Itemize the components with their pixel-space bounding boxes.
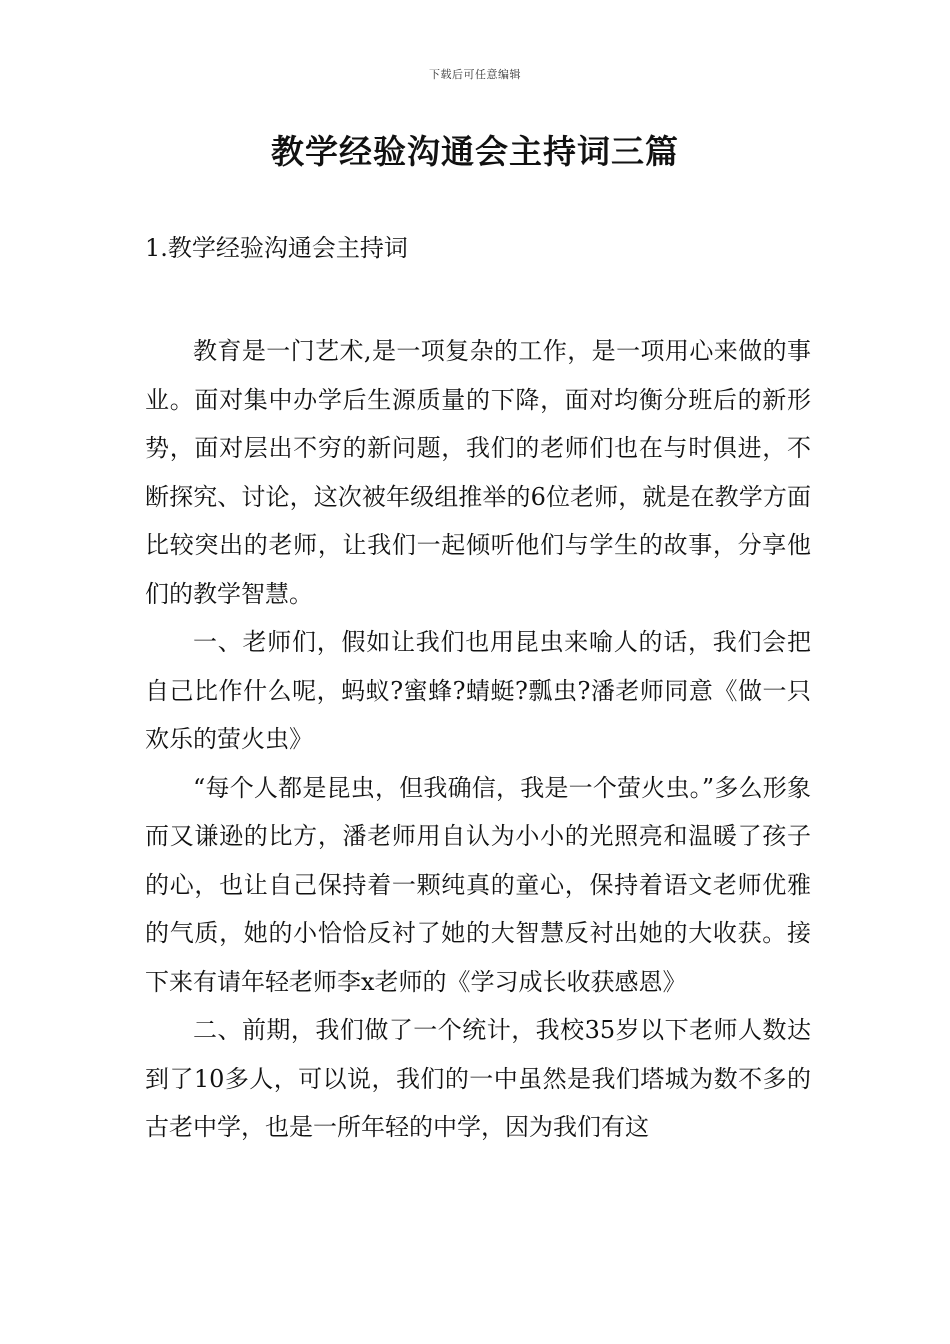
paragraph-part-two: 二、前期，我们做了一个统计，我校35岁以下老师人数达到了10多人，可以说，我们的一中虽然是我们塔城为数不多的古老中学，也是一所年轻的中学，因为我们有这 bbox=[145, 1016, 811, 1141]
document-body bbox=[145, 327, 811, 1152]
document-title: 教学经验沟通会主持词三篇 bbox=[271, 132, 679, 171]
section-heading: 1.教学经验沟通会主持词 bbox=[145, 234, 408, 262]
paragraph-part-one: 一、老师们，假如让我们也用昆虫来喻人的话，我们会把自己比作什么呢，蚂蚁?蜜蜂?蜻蜓?瓢虫?潘老师同意《做一只欢乐的萤火虫》 bbox=[145, 628, 811, 753]
page-header-note: 下载后可任意编辑 bbox=[429, 68, 521, 81]
paragraph-intro: 教育是一门艺术,是一项复杂的工作，是一项用心来做的事业。面对集中办学后生源质量的下降，面对均衡分班后的新形势，面对层出不穷的新问题，我们的老师们也在与时俱进，不断探究、讨论，这次被年级组推举的6位老师，就是在教学方面比较突出的老师，让我们一起倾听他们与学生的故事，分享他们的教学智慧。 bbox=[145, 337, 811, 608]
paragraph-quote: “每个人都是昆虫，但我确信，我是一个萤火虫。”多么形象而又谦逊的比方，潘老师用自认为小小的光照亮和温暖了孩子的心，也让自己保持着一颗纯真的童心，保持着语文老师优雅的气质，她的小恰恰反衬了她的大智慧反衬出她的大收获。接下来有请年轻老师李x老师的《学习成长收获感恩》 bbox=[145, 773, 811, 996]
